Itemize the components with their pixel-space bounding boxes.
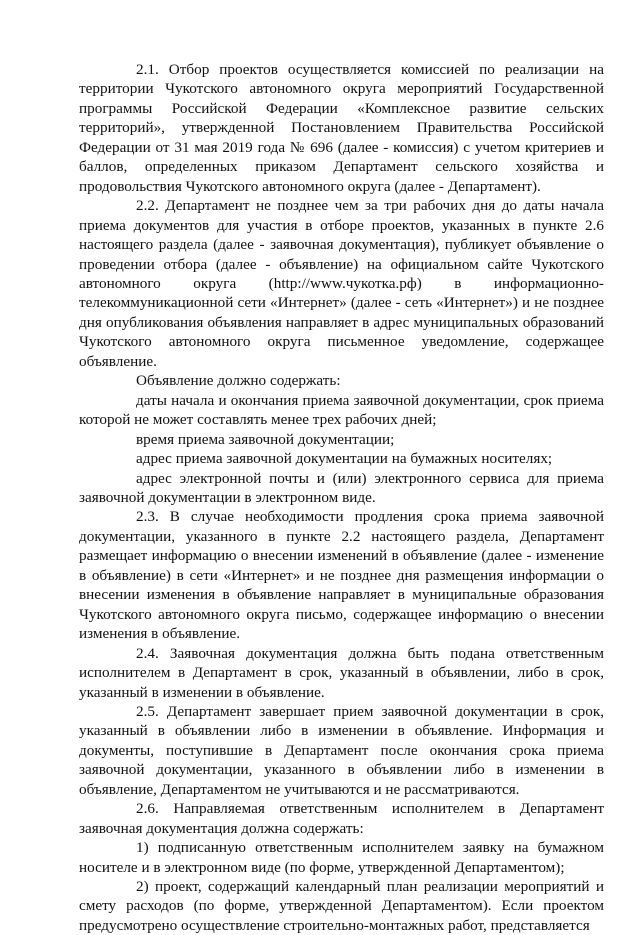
paragraph-2-3: 2.3. В случае необходимости продления срока приема заявочной документации, указанного в пункте 2.2 настоящего раздела, Департамент размещает информацию о внесении изменений в объявление (далее - изменение в объявление) в сети «Интернет» и не позднее дня размещения информации о внесении изменения в объявление направляет в муниципальные образования Чукотского автономного округа письмо, содержащее информацию о внесении изменения в объявление. [79,508,604,643]
paragraph-2-1: 2.1. Отбор проектов осуществляется комиссией по реализации на территории Чукотского автономного округа мероприятий Государственной программы Российской Федерации «Комплексное развитие сельских территорий», утвержденной Постановлением Правительства Российской Федерации от 31 мая 2019 года № 696 (далее - комиссия) с учетом критериев и баллов, определенных приказом Департамент сельского хозяйства и продовольствия Чукотского автономного округа (далее - Департамент). [79,61,604,195]
announcement-item-dates: даты начала и окончания приема заявочной документации, срок приема которой не может составлять менее трех рабочих дней; [79,391,604,429]
announcement-contents-heading: Объявление должно содержать: [136,372,341,390]
announcement-item-email: адрес электронной почты и (или) электронного сервиса для приема заявочной документации в электронном виде. [79,469,604,506]
paragraph-2-4: 2.4. Заявочная документация должна быть подана ответственным исполнителем в Департамент в срок, указанный в объявлении, либо в срок, указанный в изменении в объявление. [79,644,604,701]
list-item-1: 1) подписанную ответственным исполнителем заявку на бумажном носителе и в электронном виде (по форме, утвержденной Департаментом); [79,839,604,876]
list-item-2: 2) проект, содержащий календарный план реализации мероприятий и смету расходов (по форме, утвержденной Департаментом). Если проектом предусмотрено осуществление строительно-монтажных работ, представляется [79,878,604,934]
announcement-item-paper-address: адрес приема заявочной документации на бумажных носителях; [136,450,553,468]
paragraph-2-6: 2.6. Направляемая ответственным исполнителем в Департамент заявочная документация должна содержать: [79,800,604,837]
announcement-item-time: время приема заявочной документации; [136,430,395,448]
paragraph-2-5: 2.5. Департамент завершает прием заявочной документации в срок, указанный в объявлении либо в изменении в объявление. Информация и документы, поступившие в Департамент после окончания срока приема заявочной документации, указанного в объявлении либо в изменении в объявление, Департаментом не учитываются и не рассматриваются. [79,702,604,798]
paragraph-2-2: 2.2. Департамент не позднее чем за три рабочих дня до даты начала приема документов для участия в отборе проектов, указанных в пункте 2.6 настоящего раздела (далее - заявочная документация), публикует объявление о проведении отбора (далее - объявление) на официальном сайте Чукотского автономного округа (http://www.чукотка.рф) в информационно-телекоммуникационной сети «Интернет» (далее - сеть «Интернет») и не позднее дня опубликования объявления направляет в адрес муниципальных образований Чукотского автономного округа письменное уведомление, содержащее объявление. [79,197,604,370]
